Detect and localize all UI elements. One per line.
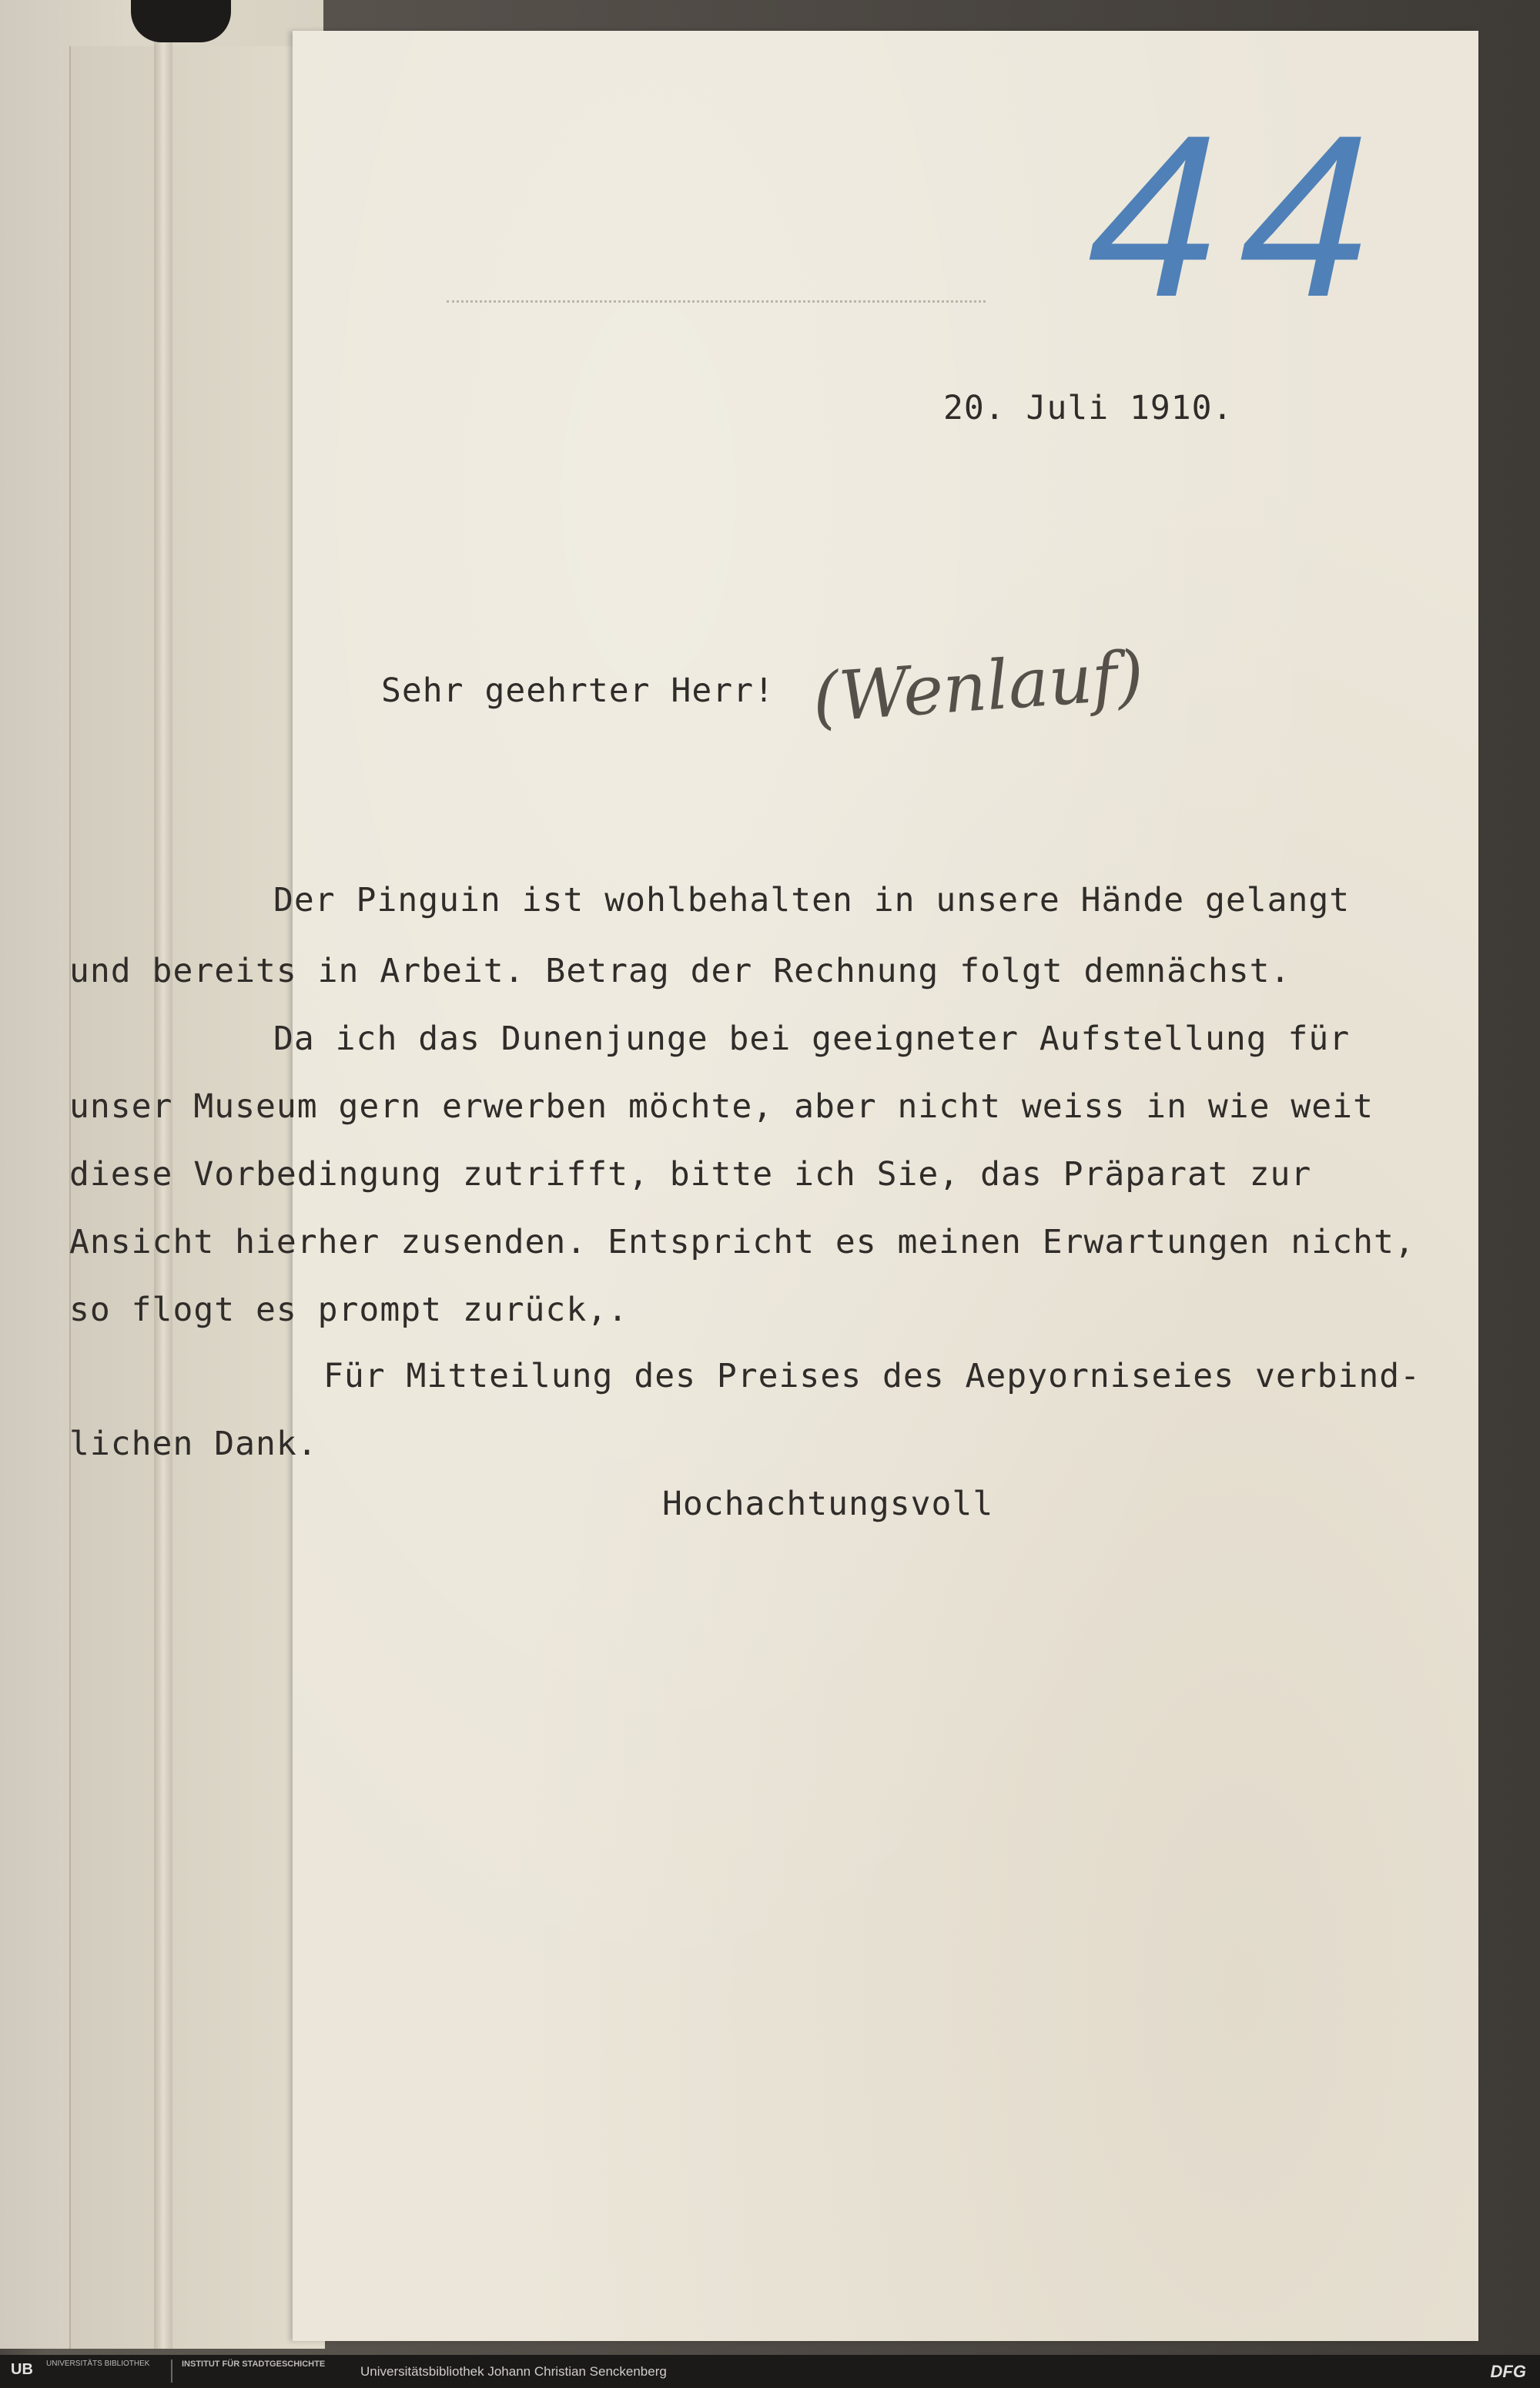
underlying-sheet-back	[69, 46, 325, 2349]
library-name: Universitätsbibliothek Johann Christian Senckenberg	[360, 2364, 667, 2379]
body-line: so flogt es prompt zurück,.	[69, 1291, 628, 1329]
binder-clip	[131, 0, 231, 42]
dfg-logo: DFG	[1490, 2362, 1526, 2381]
closing-phrase: Hochachtungsvoll	[662, 1485, 994, 1523]
body-line: Da ich das Dunenjunge bei geeigneter Aufstellung für	[273, 1020, 1351, 1058]
digitization-footer	[0, 2355, 1540, 2388]
body-line: und bereits in Arbeit. Betrag der Rechnung folgt demnächst.	[69, 952, 1291, 990]
archive-page-number: 44	[1066, 86, 1424, 345]
body-line: Ansicht hierher zusenden. Entspricht es meinen Erwartungen nicht,	[69, 1223, 1415, 1261]
letter-date: 20. Juli 1910.	[943, 389, 1234, 427]
salutation: Sehr geehrter Herr!	[381, 672, 775, 710]
body-line: diese Vorbedingung zutrifft, bitte ich Sie, das Präparat zur	[69, 1155, 1312, 1194]
body-line: Für Mitteilung des Preises des Aepyorniseies verbind-	[323, 1357, 1421, 1395]
header-rule	[447, 300, 986, 303]
ub-logo-text: UNIVERSITÄTS BIBLIOTHEK	[46, 2360, 150, 2368]
letter-sheet	[69, 31, 1478, 2341]
institute-logo-text: INSTITUT FÜR STADTGESCHICHTE	[182, 2360, 326, 2369]
body-line: unser Museum gern erwerben möchte, aber nicht weiss in wie weit	[69, 1087, 1374, 1126]
ub-logo: UB	[11, 2361, 33, 2378]
body-line: lichen Dank.	[69, 1425, 318, 1463]
footer-divider	[171, 2360, 172, 2383]
handwritten-name-annotation: (Wenlauf)	[809, 635, 1147, 738]
body-line: Der Pinguin ist wohlbehalten in unsere Hände gelangt	[273, 881, 1351, 919]
